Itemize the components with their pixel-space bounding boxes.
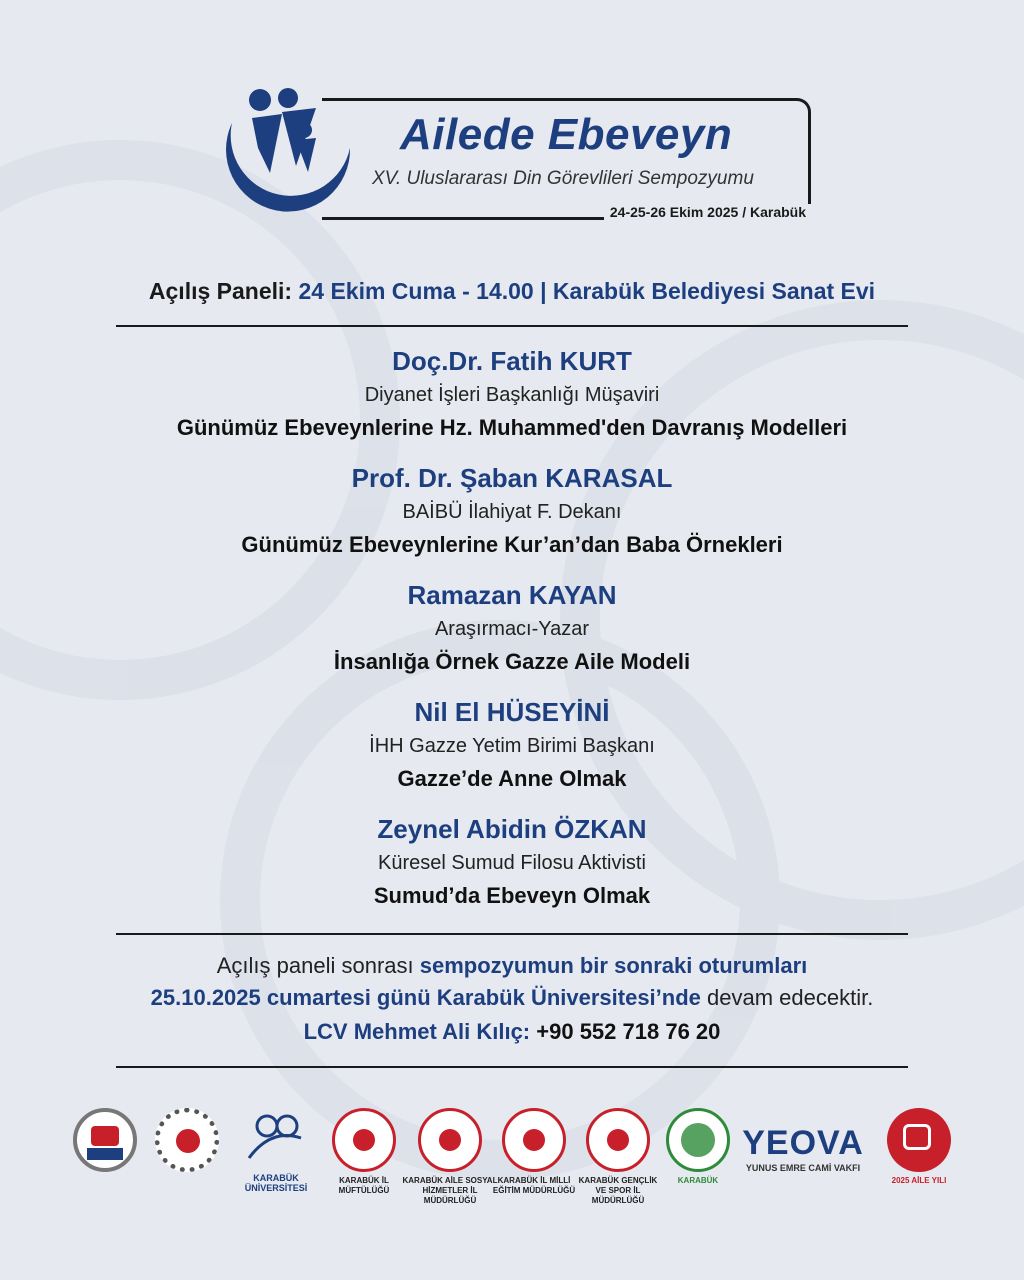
speaker-role: İHH Gazze Yetim Birimi Başkanı <box>369 735 655 757</box>
logo-caption: KARABÜK GENÇLİK VE SPOR İL MÜDÜRLÜĞÜ <box>578 1176 658 1205</box>
seal-icon <box>73 1108 137 1172</box>
rsvp-label: LCV Mehmet Ali Kılıç: <box>303 1019 531 1044</box>
muftuluk-logo <box>322 1108 406 1196</box>
aile-yili-logo <box>882 1108 956 1186</box>
ihh-logo <box>666 1108 730 1186</box>
speaker-item <box>0 811 1024 928</box>
genclik-spor-logo <box>574 1108 662 1206</box>
note-text: devam edecektir. <box>700 985 874 1010</box>
event-subtitle: XV. Uluslararası Din Görevlileri Sempozyumu <box>372 168 754 189</box>
event-dates: 24-25-26 Ekim 2025 / Karabük <box>604 204 812 220</box>
speaker-item <box>0 343 1024 460</box>
speaker-role: Araşırmacı-Yazar <box>434 618 590 640</box>
milli-egitim-logo <box>492 1108 576 1196</box>
speaker-name: Ramazan KAYAN <box>407 580 617 610</box>
speaker-item <box>0 577 1024 694</box>
seal-icon <box>586 1108 650 1172</box>
speaker-name: Doç.Dr. Fatih KURT <box>392 346 632 376</box>
logo-caption: KARABÜK İL MİLLİ EĞİTİM MÜDÜRLÜĞÜ <box>492 1176 576 1195</box>
yeova-caption: YUNUS EMRE CAMİ VAKFI <box>745 1163 861 1173</box>
speaker-item <box>0 460 1024 577</box>
session-note <box>0 950 1024 1014</box>
note-highlight: 25.10.2025 cumartesi günü Karabük Üniversitesi’nde <box>150 985 701 1010</box>
seal-icon <box>332 1108 396 1172</box>
aile-sosyal-logo <box>400 1108 500 1206</box>
speaker-name: Prof. Dr. Şaban KARASAL <box>351 463 673 493</box>
rsvp-contact <box>0 1019 1024 1045</box>
logo-caption: KARABÜK AİLE SOSYAL HİZMETLER İL MÜDÜRLÜĞÜ <box>402 1176 498 1205</box>
seal-icon <box>502 1108 566 1172</box>
yeova-logo <box>736 1124 870 1173</box>
divider <box>116 933 908 935</box>
seal-icon <box>418 1108 482 1172</box>
speaker-item <box>0 694 1024 811</box>
karabuk-university-logo <box>228 1108 324 1193</box>
speaker-talk: Günümüz Ebeveynlerine Hz. Muhammed'den Davranış Modelleri <box>176 415 848 440</box>
event-header <box>212 78 812 228</box>
opening-panel <box>0 278 1024 305</box>
opening-label: Açılış Paneli: <box>148 278 293 304</box>
speaker-role: Diyanet İşleri Başkanlığı Müşaviri <box>364 384 660 406</box>
logo-caption: 2025 AİLE YILI <box>891 1176 947 1185</box>
speaker-talk: Gazze’de Anne Olmak <box>397 766 627 791</box>
logo-caption: KARABÜK <box>677 1176 719 1185</box>
speaker-name: Zeynel Abidin ÖZKAN <box>377 814 647 844</box>
note-highlight: sempozyumun bir sonraki oturumları <box>419 953 808 978</box>
speaker-list <box>0 343 1024 928</box>
speaker-role: Küresel Sumud Filosu Aktivisti <box>378 852 646 874</box>
owl-icon <box>241 1108 311 1164</box>
speaker-name: Nil El HÜSEYİNİ <box>414 697 610 727</box>
event-title: Ailede Ebeveyn <box>400 110 733 159</box>
logo-caption: KARABÜK ÜNİVERSİTESİ <box>244 1173 308 1193</box>
karabuk-valiligi-logo <box>70 1108 140 1172</box>
family-seal-icon <box>887 1108 951 1172</box>
speaker-talk: Günümüz Ebeveynlerine Kur’an’dan Baba Örnekleri <box>241 532 783 557</box>
speaker-role: BAİBÜ İlahiyat F. Dekanı <box>402 501 622 523</box>
globe-icon <box>666 1108 730 1172</box>
divider <box>116 1066 908 1068</box>
gear-icon <box>155 1108 219 1172</box>
sponsor-logos <box>60 1108 964 1218</box>
note-text: Açılış paneli sonrası <box>216 953 420 978</box>
yeova-wordmark: YEOVA <box>742 1124 864 1162</box>
divider <box>116 325 908 327</box>
speaker-talk: Sumud’da Ebeveyn Olmak <box>373 883 651 908</box>
speaker-talk: İnsanlığa Örnek Gazze Aile Modeli <box>333 649 691 674</box>
logo-caption: KARABÜK İL MÜFTÜLÜĞÜ <box>338 1176 390 1195</box>
rsvp-phone: +90 552 718 76 20 <box>536 1019 721 1044</box>
opening-details: 24 Ekim Cuma - 14.00 | Karabük Belediyesi Sanat Evi <box>298 278 876 304</box>
belediye-logo <box>152 1108 222 1172</box>
